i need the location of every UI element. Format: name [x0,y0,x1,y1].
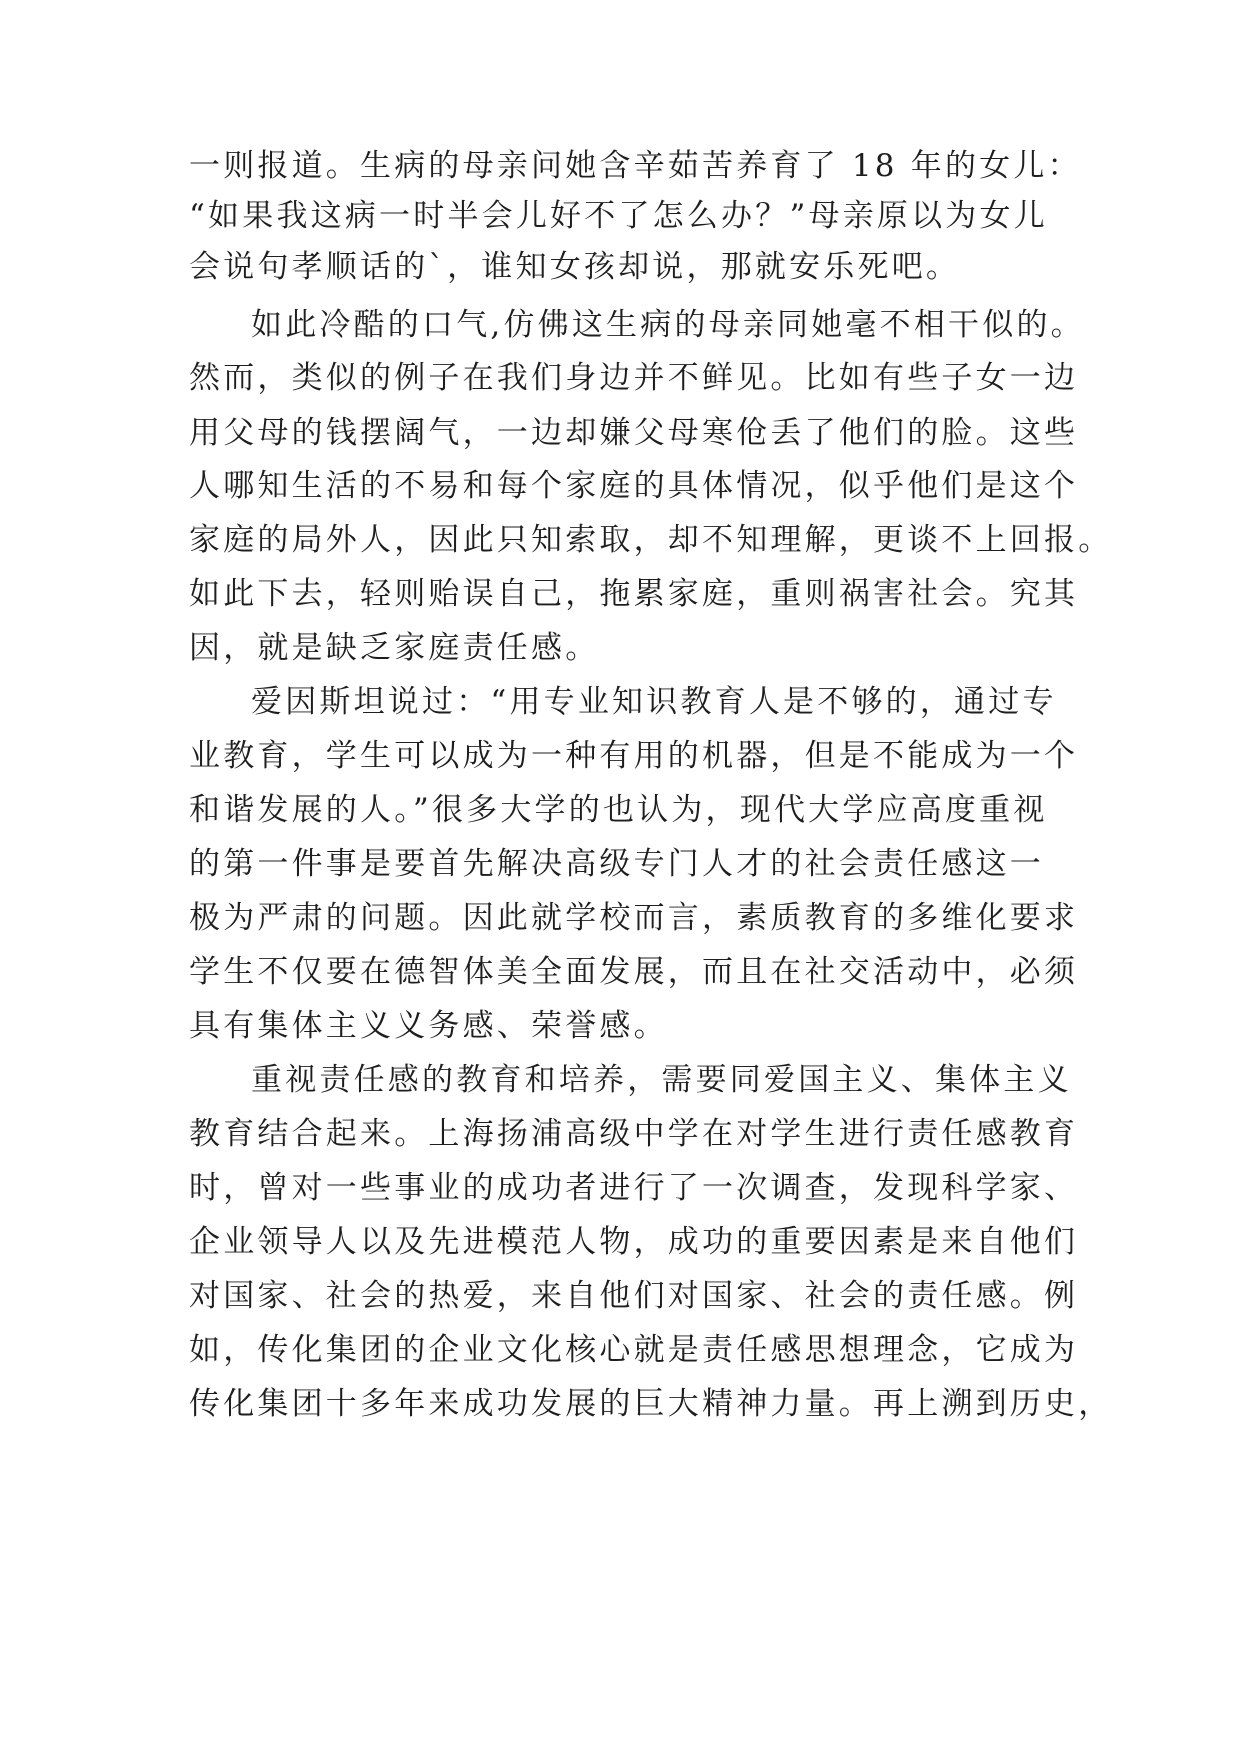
text-line: 学生不仅要在德智体美全面发展，而且在社交活动中，必须 [189,954,1079,990]
text-line: “如果我这病一时半会儿好不了怎么办？”母亲原以为女儿 [189,198,1048,234]
text-line: 如此下去，轻则贻误自己，拖累家庭，重则祸害社会。究其 [189,576,1079,612]
text-line: 极为严肃的问题。因此就学校而言，素质教育的多维化要求 [189,900,1079,936]
text-line: 业教育，学生可以成为一种有用的机器，但是不能成为一个 [189,738,1079,774]
text-line: 传化集团十多年来成功发展的巨大精神力量。再上溯到历史， [189,1386,1113,1422]
text-line: 人哪知生活的不易和每个家庭的具体情况，似乎他们是这个 [189,468,1079,504]
text-line: 用父母的钱摆阔气，一边却嫌父母寒伧丢了他们的脸。这些 [189,415,1079,451]
text-line: 家庭的局外人，因此只知索取，却不知理解，更谈不上回报。 [189,522,1113,558]
text-line: 然而，类似的例子在我们身边并不鲜见。比如有些子女一边 [189,360,1079,396]
text-line: 的第一件事是要首先解决高级专门人才的社会责任感这一 [189,846,1044,882]
text-line: 爱因斯坦说过：“用专业知识教育人是不够的，通过专 [251,684,1057,720]
text-line: 教育结合起来。上海扬浦高级中学在对学生进行责任感教育 [189,1116,1079,1152]
text-line: 重视责任感的教育和培养，需要同爱国主义、集体主义 [251,1062,1072,1098]
text-line: 如，传化集团的企业文化核心就是责任感思想理念，它成为 [189,1332,1079,1368]
text-line: 会说句孝顺话的`，谁知女孩却说，那就安乐死吧。 [189,249,961,285]
text-line: 时，曾对一些事业的成功者进行了一次调查，发现科学家、 [189,1170,1079,1206]
text-line: 企业领导人以及先进模范人物，成功的重要因素是来自他们 [189,1224,1079,1260]
text-line: 一则报道。生病的母亲问她含辛茹苦养育了 18 年的女儿： [189,148,1082,184]
text-line: 具有集体主义义务感、荣誉感。 [189,1008,668,1044]
text-line: 和谐发展的人。”很多大学的也认为，现代大学应高度重视 [189,792,1048,828]
text-line: 如此冷酷的口气,仿佛这生病的母亲同她毫不相干似的。 [251,307,1085,343]
text-line: 对国家、社会的热爱，来自他们对国家、社会的责任感。例 [189,1278,1079,1314]
text-line: 因，就是缺乏家庭责任感。 [189,630,600,666]
